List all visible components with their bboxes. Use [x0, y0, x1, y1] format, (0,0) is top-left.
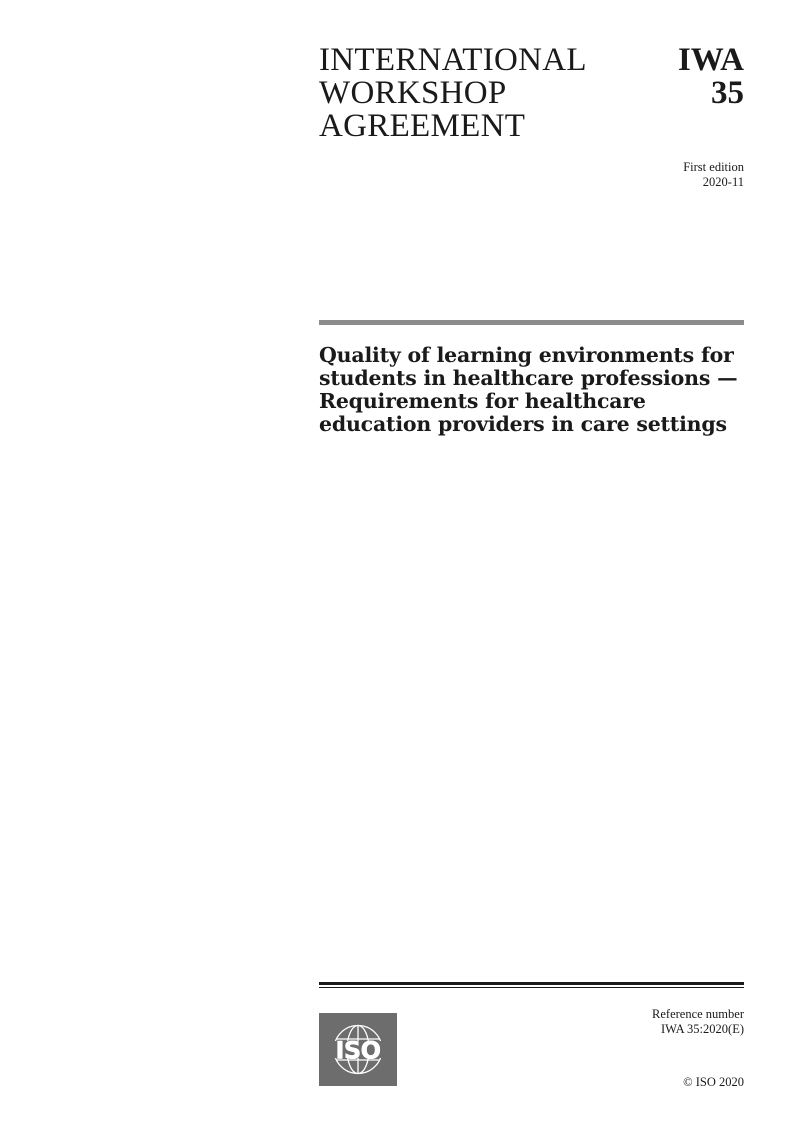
footer-divider-thin — [319, 987, 744, 988]
document-title: Quality of learning environments for students in healthcare professions — Requirements for healthcare education providers in care settings — [319, 343, 738, 436]
iso-logo-icon — [319, 1013, 397, 1086]
document-number — [678, 44, 744, 110]
svg-text:ISO: ISO — [335, 1036, 381, 1065]
document-type-line-2: WORKSHOP — [319, 75, 507, 111]
reference-number — [652, 1007, 744, 1037]
document-type-line-1: INTERNATIONAL — [319, 42, 587, 78]
footer-divider-thick — [319, 982, 744, 985]
document-type-line-3: AGREEMENT — [319, 108, 526, 144]
document-number-value: 35 — [711, 75, 744, 111]
reference-number-value: IWA 35:2020(E) — [661, 1022, 744, 1036]
edition-info — [683, 160, 744, 190]
title-divider — [319, 320, 744, 325]
edition-label: First edition — [683, 160, 744, 174]
copyright-notice: © ISO 2020 — [683, 1075, 744, 1089]
document-series: IWA — [677, 42, 744, 78]
edition-date: 2020-11 — [702, 175, 744, 189]
document-type — [319, 44, 587, 143]
reference-number-label: Reference number — [652, 1007, 744, 1021]
